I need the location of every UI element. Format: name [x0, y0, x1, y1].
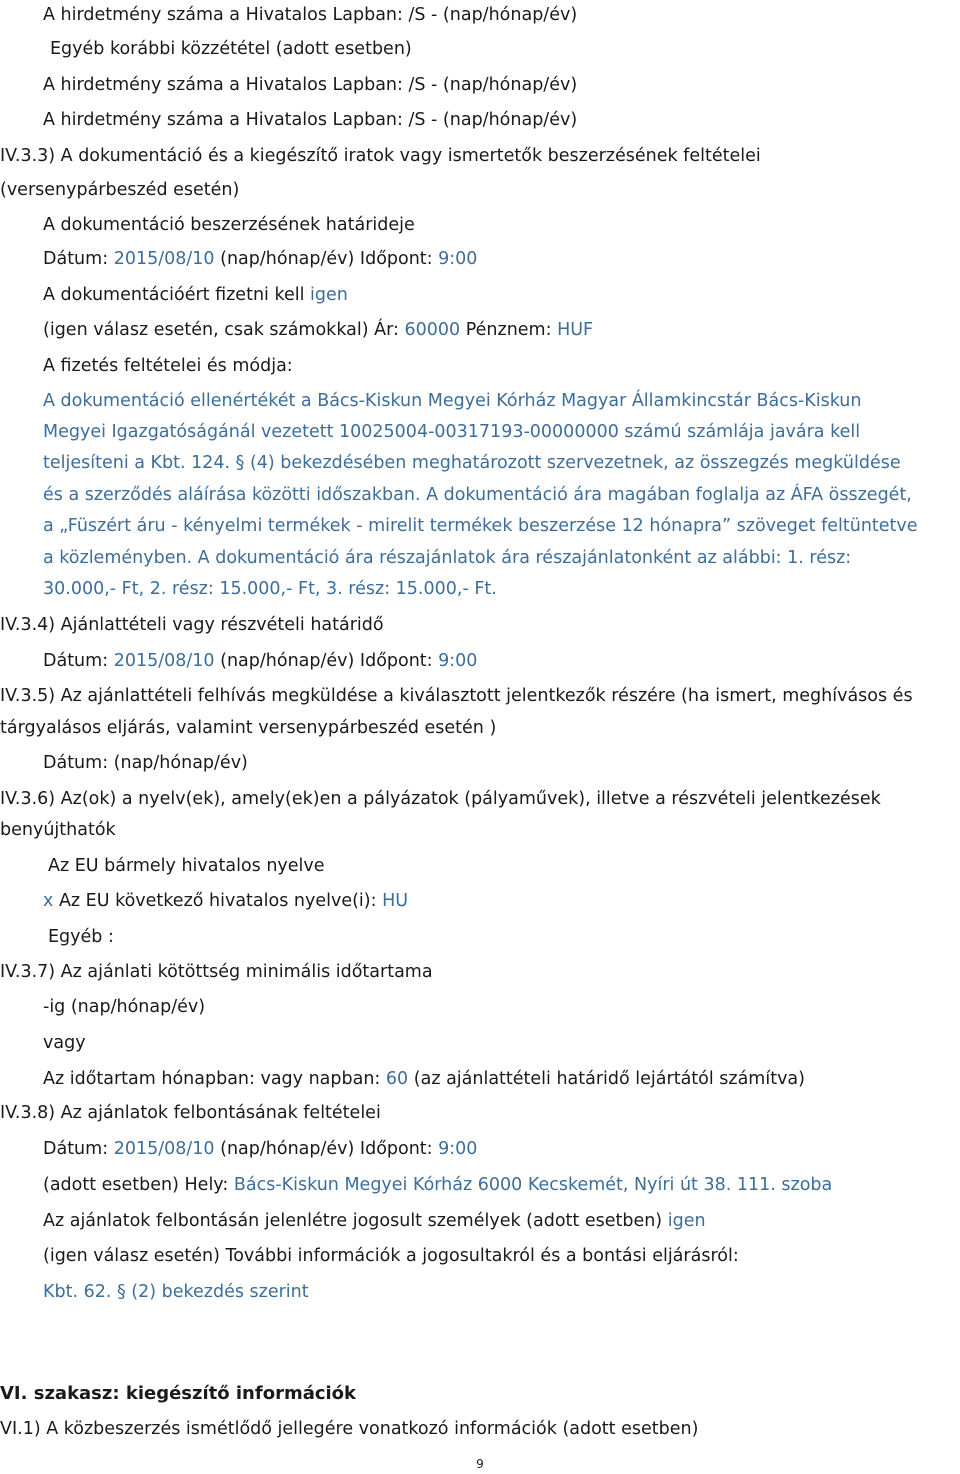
notice-number-line: A hirdetmény száma a Hivatalos Lapban: /S - (nap/hónap/év): [43, 5, 578, 25]
notice-number-line: A hirdetmény száma a Hivatalos Lapban: /S - (nap/hónap/év): [43, 75, 578, 95]
time-value: 9:00: [438, 249, 478, 269]
time-label: (nap/hónap/év) Időpont:: [220, 651, 433, 671]
payment-terms-text: és a szerződés aláírása közötti időszakban. A dokumentáció ára magában foglalja az ÁFA összegét,: [43, 485, 912, 505]
section-iv-3-4-heading: IV.3.4) Ajánlattételi vagy részvételi határidő: [0, 615, 384, 635]
section-vi-heading: VI. szakasz: kiegészítő információk: [0, 1383, 357, 1404]
opening-place-line: [43, 1174, 832, 1196]
attendance-label: Az ajánlatok felbontásán jelenlétre jogosult személyek (adott esetben): [43, 1211, 663, 1231]
date-value: 2015/08/10: [113, 249, 215, 269]
payment-terms-label: A fizetés feltételei és módja:: [43, 356, 293, 376]
time-value: 9:00: [438, 651, 478, 671]
language-option-specific: [43, 890, 408, 912]
section-vi-1-heading: VI.1) A közbeszerzés ismétlődő jellegére vonatkozó információk (adott esetben): [0, 1419, 699, 1439]
payment-terms-text: 30.000,- Ft, 2. rész: 15.000,- Ft, 3. rész: 15.000,- Ft.: [43, 579, 497, 599]
additional-info-value: Kbt. 62. § (2) bekezdés szerint: [43, 1282, 309, 1302]
payment-terms-text: A dokumentáció ellenértékét a Bács-Kiskun Megyei Kórház Magyar Államkincstár Bács-Kiskun: [43, 391, 862, 411]
payment-terms-text: a közleményben. A dokumentáció ára részajánlatok ára részajánlatonként az alábbi: 1. rész:: [43, 548, 852, 568]
additional-info-label: (igen válasz esetén) További információk a jogosultakról és a bontási eljárásról:: [43, 1246, 739, 1266]
payment-terms-text: Megyei Igazgatóságánál vezetett 10025004-00317193-00000000 számú számlája javára kell: [43, 422, 861, 442]
other-publication-line: Egyéb korábbi közzététel (adott esetben): [50, 39, 412, 59]
doc-deadline-date-line: [43, 248, 477, 270]
language-option-other: Egyéb :: [48, 927, 114, 947]
date-label: Dátum:: [43, 1139, 109, 1159]
payment-required-label: A dokumentációért fizetni kell: [43, 285, 305, 305]
time-label: (nap/hónap/év) Időpont:: [220, 1139, 433, 1159]
section-iv-3-5-heading: IV.3.5) Az ajánlattételi felhívás megküldése a kiválasztott jelentkezők részére (ha ismert, meghívásos és: [0, 686, 913, 706]
date-label: Dátum:: [43, 651, 109, 671]
payment-required-value: igen: [310, 285, 348, 305]
price-label: (igen válasz esetén, csak számokkal) Ár:: [43, 320, 399, 340]
language-option-any: Az EU bármely hivatalos nyelve: [48, 856, 325, 876]
place-value: Bács-Kiskun Megyei Kórház 6000 Kecskemét, Nyíri út 38. 111. szoba: [233, 1175, 833, 1195]
notice-number-line: A hirdetmény száma a Hivatalos Lapban: /S - (nap/hónap/év): [43, 110, 578, 130]
section-iv-3-8-heading: IV.3.8) Az ajánlatok felbontásának feltételei: [0, 1103, 381, 1123]
date-label: Dátum:: [43, 249, 109, 269]
page-number: 9: [476, 1457, 484, 1471]
duration-suffix: (az ajánlattételi határidő lejártától számítva): [413, 1069, 805, 1089]
date-value: 2015/08/10: [113, 1139, 215, 1159]
section-iv-3-3-heading-cont: (versenypárbeszéd esetén): [0, 180, 240, 200]
doc-deadline-label: A dokumentáció beszerzésének határideje: [43, 215, 415, 235]
currency-label: Pénznem:: [465, 320, 552, 340]
payment-required-line: [43, 284, 348, 306]
section-iv-3-6-heading: IV.3.6) Az(ok) a nyelv(ek), amely(ek)en a pályázatok (pályaművek), illetve a részvételi jelentkezések: [0, 789, 881, 809]
validity-until-line: -ig (nap/hónap/év): [43, 997, 206, 1017]
attendance-line: [43, 1210, 706, 1232]
price-line: [43, 319, 593, 341]
time-value: 9:00: [438, 1139, 478, 1159]
payment-terms-text: teljesíteni a Kbt. 124. § (4) bekezdésében meghatározott szervezetnek, az összegzés megküldése: [43, 453, 901, 473]
language-label: Az EU következő hivatalos nyelve(i):: [58, 891, 377, 911]
section-iv-3-7-heading: IV.3.7) Az ajánlati kötöttség minimális időtartama: [0, 962, 433, 982]
place-label: (adott esetben) Hely:: [43, 1175, 229, 1195]
time-label: (nap/hónap/év) Időpont:: [220, 249, 433, 269]
duration-label: Az időtartam hónapban: vagy napban:: [43, 1069, 381, 1089]
opening-date-line: [43, 1138, 477, 1160]
price-value: 60000: [404, 320, 461, 340]
section-iv-3-3-heading: IV.3.3) A dokumentáció és a kiegészítő iratok vagy ismertetők beszerzésének feltételei: [0, 146, 761, 166]
checked-mark: x: [43, 891, 54, 911]
validity-duration-line: [43, 1068, 805, 1090]
invitation-date-line: Dátum: (nap/hónap/év): [43, 753, 248, 773]
tender-deadline-date-line: [43, 650, 477, 672]
duration-value: 60: [385, 1069, 409, 1089]
validity-or-line: vagy: [43, 1033, 86, 1053]
currency-value: HUF: [557, 320, 594, 340]
section-iv-3-5-heading-cont: tárgyalásos eljárás, valamint versenypárbeszéd esetén ): [0, 718, 497, 738]
date-value: 2015/08/10: [113, 651, 215, 671]
attendance-value: igen: [667, 1211, 706, 1231]
language-value: HU: [382, 891, 409, 911]
payment-terms-text: a „Füszért áru - kényelmi termékek - mirelit termékek beszerzése 12 hónapra” szöveget feltüntetve: [43, 516, 918, 536]
section-iv-3-6-heading-cont: benyújthatók: [0, 820, 116, 840]
